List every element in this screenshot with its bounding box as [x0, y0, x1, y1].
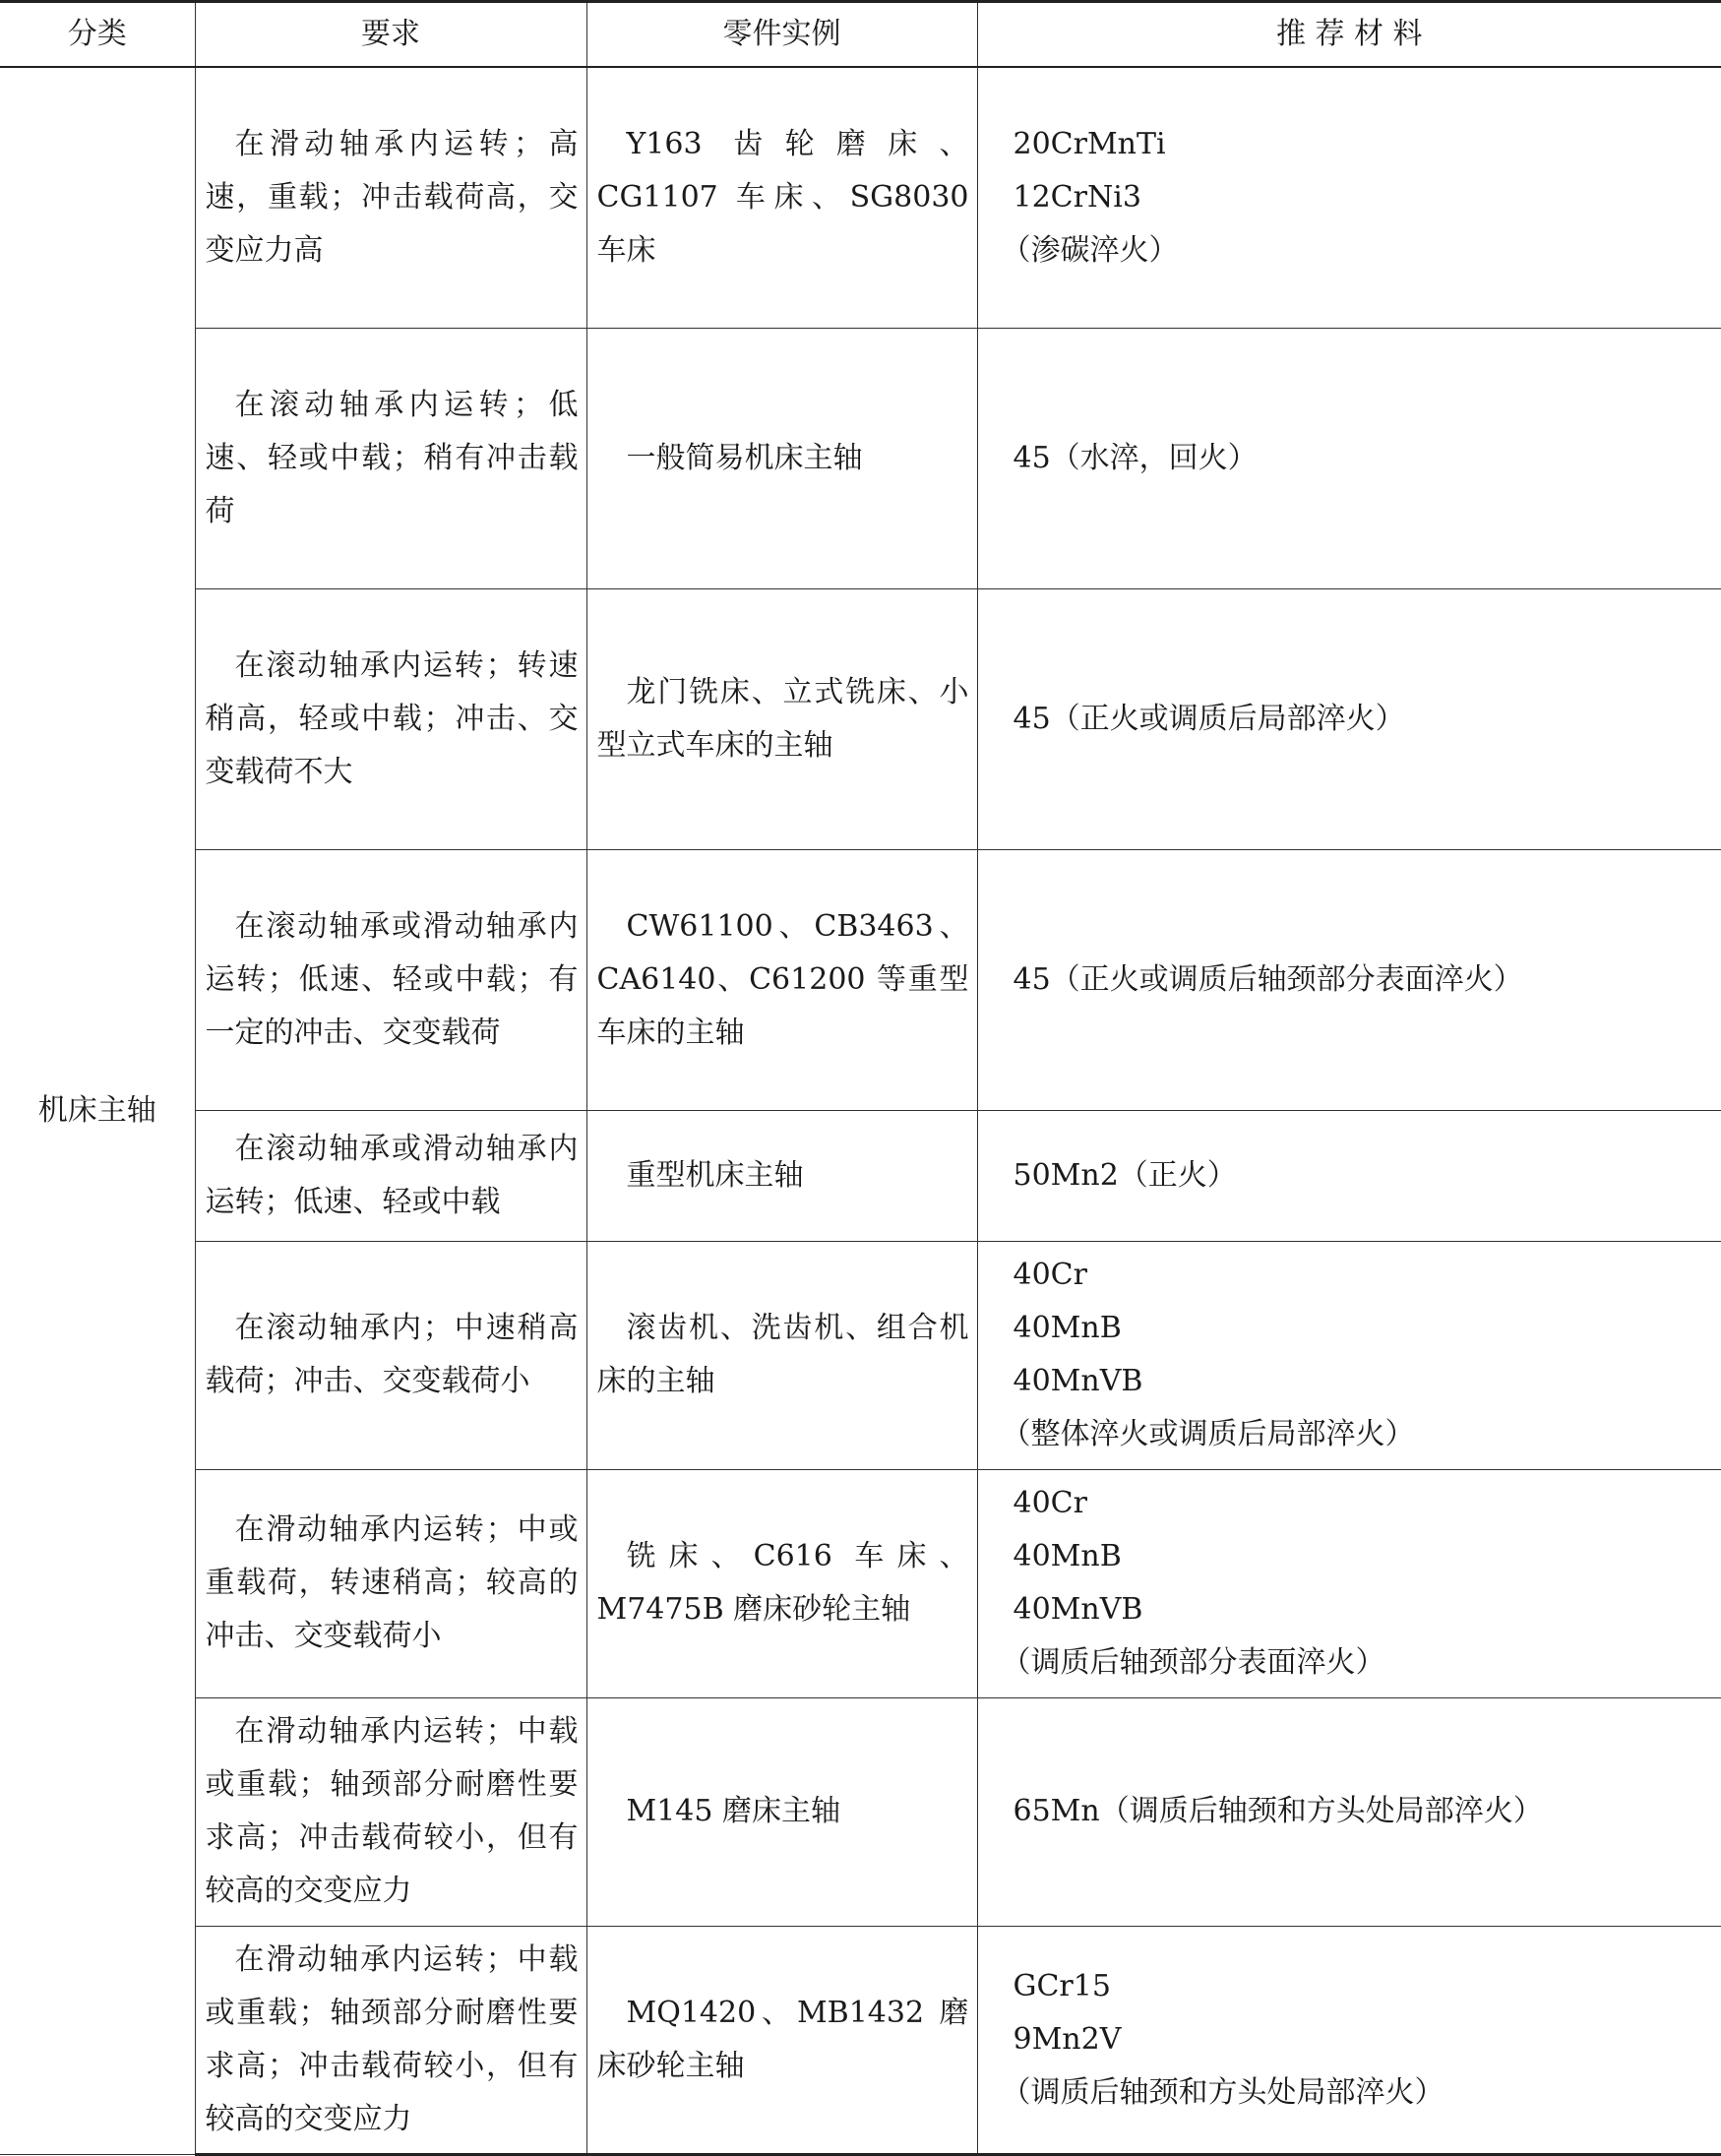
material-line: （渗碳淬火） [1001, 232, 1179, 268]
material-line: 40MnB [1013, 1311, 1122, 1345]
example-cell: Y163 齿轮磨床、CG1107 车床、SG8030 车床 [586, 67, 977, 328]
material-line: 65Mn（调质后轴颈和方头处局部淬火） [1013, 1794, 1543, 1828]
material-cell [977, 1241, 1721, 1469]
example-cell: MQ1420、MB1432 磨床砂轮主轴 [586, 1926, 977, 2154]
category-cell: 机床主轴 [0, 67, 195, 2154]
requirement-cell: 在滚动轴承内运转；低速、轻或中载；稍有冲击载荷 [195, 328, 586, 588]
requirement-cell: 在滑动轴承内运转；高速，重载；冲击载荷高，交变应力高 [195, 67, 586, 328]
material-cell [977, 1926, 1721, 2154]
material-cell [977, 849, 1721, 1110]
material-line: 40MnVB [1013, 1592, 1143, 1627]
header-material: 推 荐 材 料 [977, 2, 1721, 68]
material-cell [977, 67, 1721, 328]
material-line: （调质后轴颈部分表面淬火） [1001, 1645, 1385, 1680]
material-line: 9Mn2V [1013, 2021, 1122, 2057]
material-line: 40MnVB [1013, 1364, 1143, 1398]
table-row [0, 1469, 1721, 1697]
requirement-cell: 在滚动轴承内；中速稍高载荷；冲击、交变载荷小 [195, 1241, 586, 1469]
table-row [0, 1697, 1721, 1926]
material-cell [977, 1110, 1721, 1241]
table-row [0, 67, 1721, 328]
material-line: 40Cr [1013, 1486, 1087, 1520]
header-example: 零件实例 [586, 2, 977, 68]
material-line: 45（水淬，回火） [1013, 440, 1258, 475]
requirement-cell: 在滚动轴承或滑动轴承内运转；低速、轻或中载；有一定的冲击、交变载荷 [195, 849, 586, 1110]
material-line: 45（正火或调质后轴颈部分表面淬火） [1013, 961, 1523, 997]
material-cell [977, 328, 1721, 588]
material-line: （调质后轴颈和方头处局部淬火） [1001, 2074, 1444, 2110]
example-cell: 铣床、C616 车床、M7475B 磨床砂轮主轴 [586, 1469, 977, 1697]
example-cell: 龙门铣床、立式铣床、小型立式车床的主轴 [586, 588, 977, 849]
material-line: （整体淬火或调质后局部淬火） [1001, 1417, 1415, 1451]
example-cell: 重型机床主轴 [586, 1110, 977, 1241]
example-cell: M145 磨床主轴 [586, 1697, 977, 1926]
material-line: 50Mn2（正火） [1013, 1157, 1237, 1193]
table-row [0, 1110, 1721, 1241]
table-row [0, 1926, 1721, 2154]
example-cell: CW61100、CB3463、CA6140、C61200 等重型车床的主轴 [586, 849, 977, 1110]
material-line: 40Cr [1013, 1258, 1087, 1292]
example-cell: 一般简易机床主轴 [586, 328, 977, 588]
header-category: 分类 [0, 2, 195, 68]
material-cell [977, 588, 1721, 849]
table-row [0, 1241, 1721, 1469]
requirement-cell: 在滚动轴承或滑动轴承内运转；低速、轻或中载 [195, 1110, 586, 1241]
table-row [0, 588, 1721, 849]
material-cell [977, 1469, 1721, 1697]
requirement-cell: 在滚动轴承内运转；转速稍高，轻或中载；冲击、交变载荷不大 [195, 588, 586, 849]
table-header-row [0, 2, 1721, 68]
example-cell: 滚齿机、洗齿机、组合机床的主轴 [586, 1241, 977, 1469]
material-line: GCr15 [1013, 1968, 1111, 2003]
material-cell [977, 1697, 1721, 1926]
table-row [0, 328, 1721, 588]
requirement-cell: 在滑动轴承内运转；中载或重载；轴颈部分耐磨性要求高；冲击载荷较小，但有较高的交变应力 [195, 1697, 586, 1926]
material-line: 12CrNi3 [1013, 179, 1141, 215]
material-line: 40MnB [1013, 1539, 1122, 1573]
header-requirement: 要求 [195, 2, 586, 68]
requirement-cell: 在滑动轴承内运转；中载或重载；轴颈部分耐磨性要求高；冲击载荷较小，但有较高的交变应力 [195, 1926, 586, 2154]
material-line: 20CrMnTi [1013, 126, 1166, 161]
table-row [0, 849, 1721, 1110]
requirement-cell: 在滑动轴承内运转；中或重载荷，转速稍高；较高的冲击、交变载荷小 [195, 1469, 586, 1697]
material-line: 45（正火或调质后局部淬火） [1013, 701, 1405, 736]
